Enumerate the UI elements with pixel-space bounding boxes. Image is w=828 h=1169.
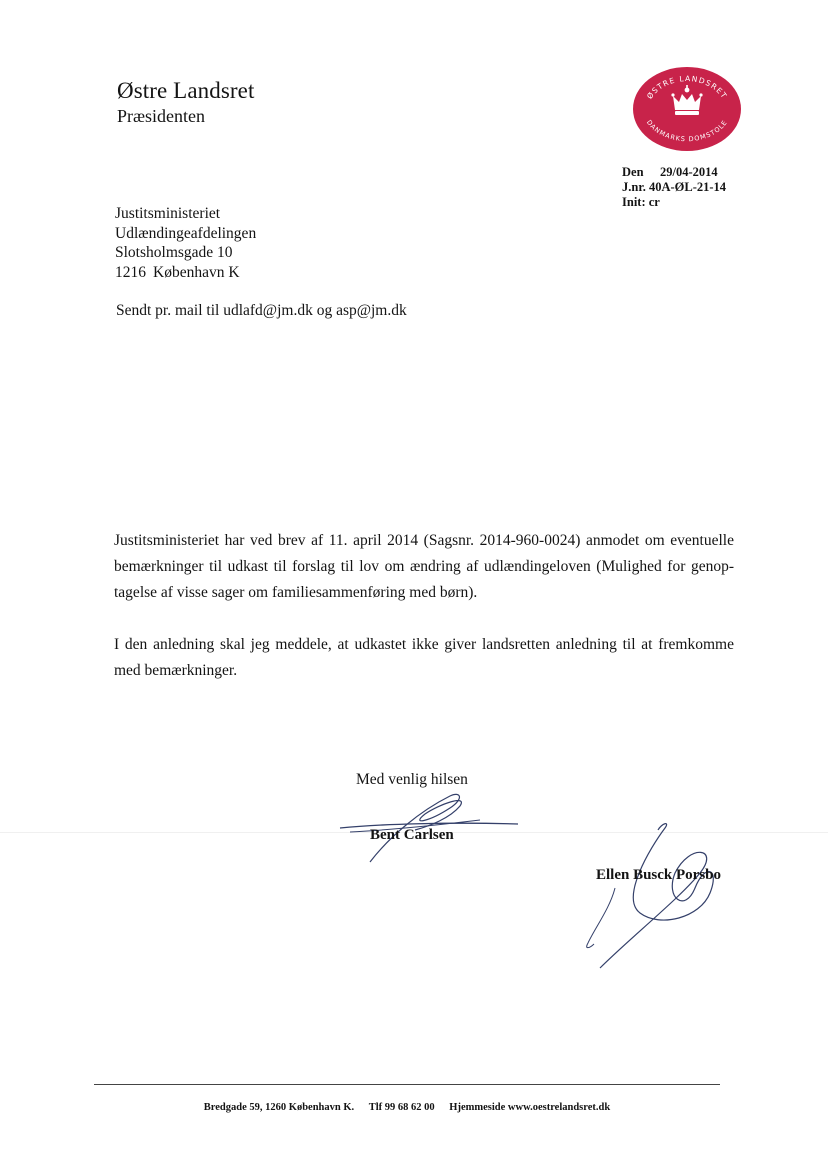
city: København K xyxy=(153,263,240,281)
signatory-1-name: Bent Carlsen xyxy=(370,827,454,843)
document-meta xyxy=(622,165,726,210)
initials: Init: cr xyxy=(622,195,660,209)
letter-body xyxy=(114,528,734,710)
recipient-line-2: Udlændingeafdelingen xyxy=(115,224,257,242)
recipient-line-3: Slotsholmsgade 10 xyxy=(115,244,233,261)
footer-website: Hjemmeside www.oestrelandsret.dk xyxy=(449,1102,611,1113)
footer-phone: Tlf 99 68 62 00 xyxy=(368,1102,435,1113)
signature-1-scribble xyxy=(330,786,530,866)
court-seal-logo xyxy=(632,66,742,152)
date-label: Den xyxy=(622,165,644,179)
seal-bottom-text: DANMARKS DOMSTOLE xyxy=(644,118,730,144)
postal-code: 1216 xyxy=(115,263,146,281)
recipient-city-line xyxy=(115,263,256,283)
court-name: Østre Landsret xyxy=(117,78,255,103)
journal-number: J.nr. 40A-ØL-21-14 xyxy=(622,180,727,194)
date-line xyxy=(622,165,726,180)
signatory-2-name: Ellen Busck Porsbo xyxy=(596,867,722,883)
department-title: Præsidenten xyxy=(117,106,205,126)
sent-note: Sendt pr. mail til udlafd@jm.dk og asp@jm.dk xyxy=(116,302,407,319)
closing-greeting: Med venlig hilsen xyxy=(356,771,468,788)
footer-address: Bredgade 59, 1260 København K. xyxy=(203,1102,355,1113)
recipient-line-1: Justitsministeriet xyxy=(115,205,221,222)
recipient-address xyxy=(115,204,256,282)
body-paragraph-1: Justitsministeriet har ved brev af 11. april 2014 (Sagsnr. 2014-960-0024) anmodet om eventuelle bemærkninger til udkast til forslag til lov om ændring af udlændingeloven (Mulighed for genoptagelse af visse sager om familiesammenføring med børn). xyxy=(114,532,734,601)
signature-2-scribble xyxy=(570,818,730,978)
body-paragraph-2: I den anledning skal jeg meddele, at udkastet ikke giver landsretten anledning til at fremkomme med bemærkninger. xyxy=(114,636,734,679)
date-value: 29/04-2014 xyxy=(660,165,718,179)
footer xyxy=(94,1102,720,1113)
footer-divider xyxy=(94,1084,720,1085)
seal-top-text: ØSTRE LANDSRET xyxy=(644,74,730,101)
